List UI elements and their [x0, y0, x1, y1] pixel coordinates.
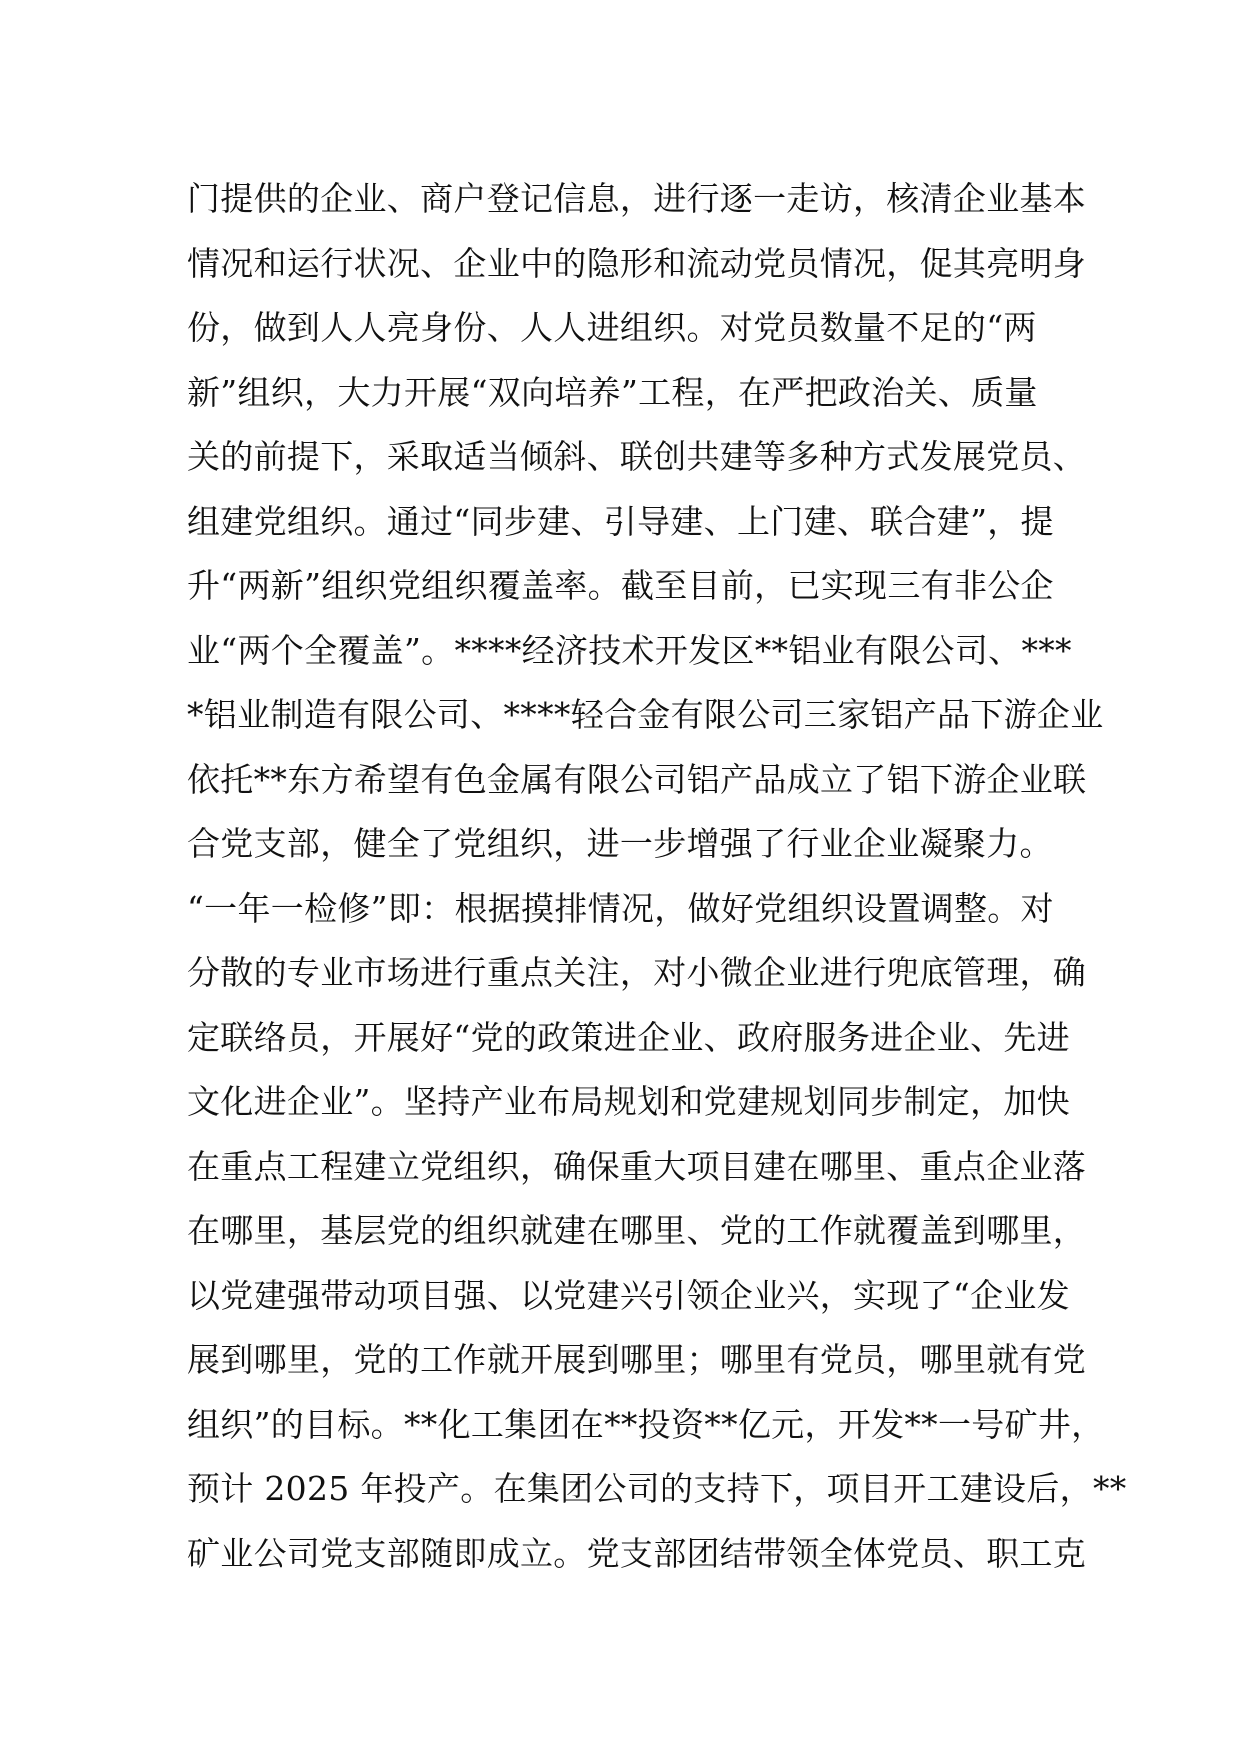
text-line: 依托**东方希望有色金属有限公司铝产品成立了铝下游企业联	[187, 759, 1087, 799]
text-line: 定联络员，开展好“党的政策进企业、政府服务进企业、先进	[187, 1017, 1070, 1057]
text-line: 升“两新”组织党组织覆盖率。截至目前，已实现三有非公企	[187, 566, 1054, 605]
text-line: 在哪里，基层党的组织就建在哪里、党的工作就覆盖到哪里，	[187, 1211, 1087, 1250]
body-text	[187, 167, 1127, 1586]
text-line: 组建党组织。通过“同步建、引导建、上门建、联合建”，提	[187, 501, 1054, 541]
text-line: 关的前提下，采取适当倾斜、联创共建等多种方式发展党员、	[187, 437, 1087, 476]
text-line: 业“两个全覆盖”。****经济技术开发区**铝业有限公司、***	[187, 630, 1072, 670]
text-line: 展到哪里，党的工作就开展到哪里；哪里有党员，哪里就有党	[187, 1340, 1087, 1379]
text-line: 以党建强带动项目强、以党建兴引领企业兴，实现了“企业发	[187, 1275, 1070, 1315]
text-line: 文化进企业”。坚持产业布局规划和党建规划同步制定，加快	[187, 1082, 1070, 1121]
text-line: 新”组织，大力开展“双向培养”工程，在严把政治关、质量	[187, 372, 1038, 412]
text-line: 份，做到人人亮身份、人人进组织。对党员数量不足的“两	[187, 308, 1037, 347]
text-line: 分散的专业市场进行重点关注，对小微企业进行兜底管理，确	[187, 953, 1087, 992]
text-line: *铝业制造有限公司、****轻合金有限公司三家铝产品下游企业	[187, 695, 1104, 734]
text-line: 门提供的企业、商户登记信息，进行逐一走访，核清企业基本	[187, 179, 1087, 218]
text-line: 组织”的目标。**化工集团在**投资**亿元，开发**一号矿井，	[187, 1404, 1105, 1444]
text-line: 预计 2025 年投产。在集团公司的支持下，项目开工建设后，**	[187, 1469, 1127, 1508]
text-line: 合党支部，健全了党组织，进一步增强了行业企业凝聚力。	[187, 824, 1053, 863]
text-line: 矿业公司党支部随即成立。党支部团结带领全体党员、职工克	[187, 1533, 1087, 1573]
text-line: 情况和运行状况、企业中的隐形和流动党员情况，促其亮明身	[187, 243, 1087, 283]
text-line: 在重点工程建立党组织，确保重大项目建在哪里、重点企业落	[187, 1146, 1087, 1186]
text-line: “一年一检修”即：根据摸排情况，做好党组织设置调整。对	[187, 888, 1054, 928]
